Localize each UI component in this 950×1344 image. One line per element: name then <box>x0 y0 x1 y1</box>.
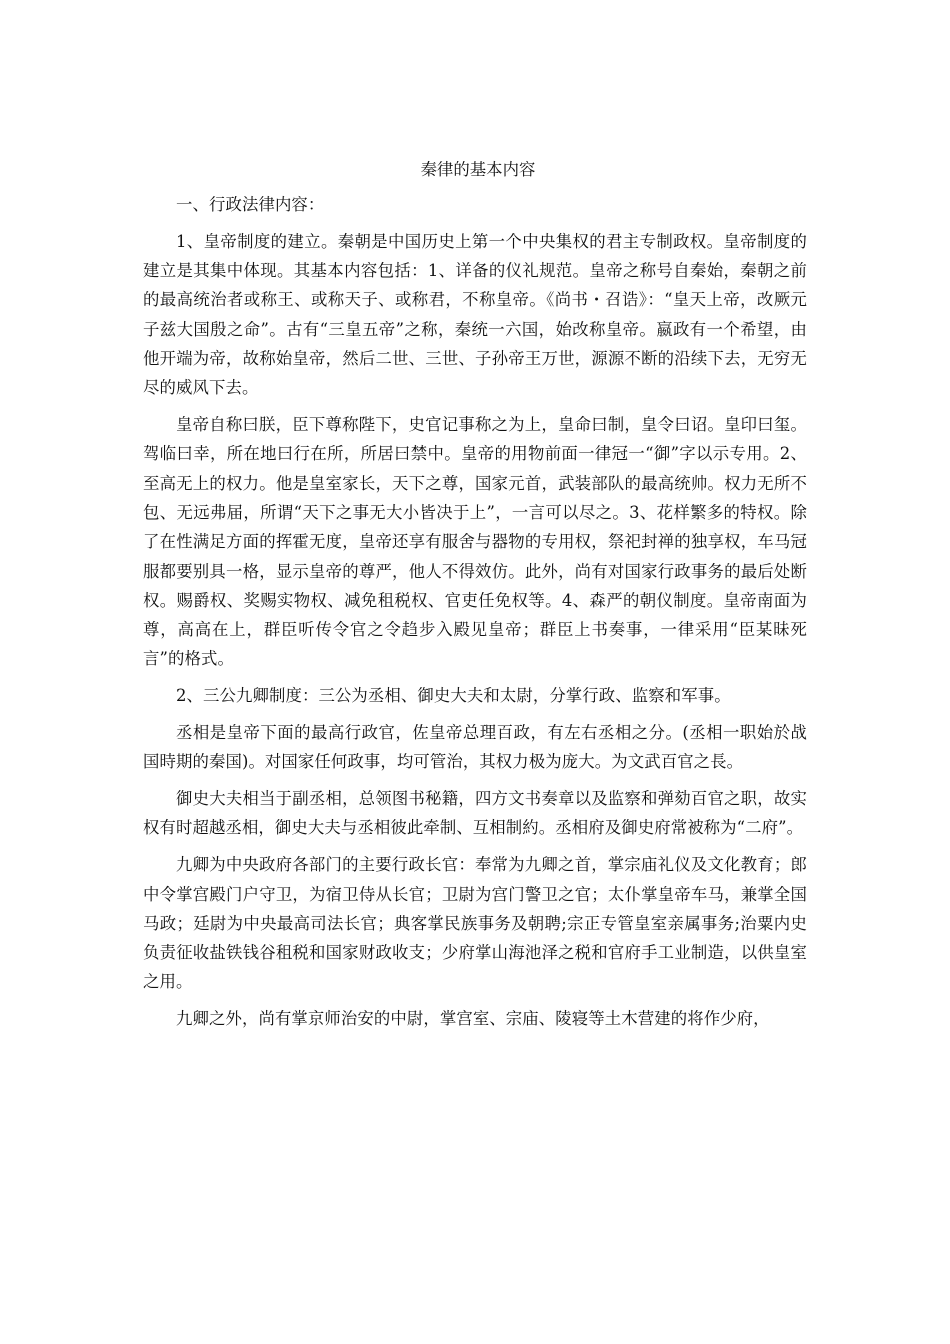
paragraph-nine-ministers: 九卿为中央政府各部门的主要行政长官：奉常为九卿之首，掌宗庙礼仪及文化教育；郎中令掌宫殿门户守卫，为宿卫侍从长官；卫尉为宫门警卫之官；太仆掌皇帝车马，兼掌全国马政；廷尉为中央最高司法长官；典客掌民族事务及朝聘;宗正专管皇室亲属事务;治粟内史负责征收盐铁钱谷租税和国家财政收支；少府掌山海池泽之税和官府手工业制造，以供皇室之用。 <box>143 855 807 992</box>
document-body <box>143 155 807 1041</box>
section-heading-administrative-law: 一、行政法律内容： <box>176 195 325 214</box>
paragraph-other-officials: 九卿之外，尚有掌京师治安的中尉，掌宫室、宗庙、陵寝等土木营建的将作少府， <box>176 1009 770 1029</box>
paragraph-three-lords-nine-ministers: 2、三公九卿制度：三公为丞相、御史大夫和太尉，分掌行政、监察和军事。 <box>176 686 731 706</box>
paragraph-imperial-secretary: 御史大夫相当于副丞相，总领图书秘籍，四方文书奏章以及监察和弹劾百官之职，故实权有时超越丞相，御史大夫与丞相彼此牵制、互相制約。丞相府及御史府常被称为“二府”。 <box>143 789 807 838</box>
document-title: 秦律的基本内容 <box>420 160 536 179</box>
paragraph-emperor-titles-and-powers: 皇帝自称曰朕，臣下尊称陛下，史官记事称之为上，皇命曰制，皇令曰诏。皇印曰玺。驾临曰幸，所在地曰行在所，所居曰禁中。皇帝的用物前面一律冠一“御”字以示专用。2、至高无上的权力。他是皇室家长，天下之尊，国家元首，武装部队的最高统帅。权力无所不包、无远弗届，所谓“天下之事无大小皆决于上”，一言可以尽之。3、花样繁多的特权。除了在性满足方面的挥霍无度，皇帝还享有服舍与器物的专用权，祭祀封禅的独享权，车马冠服都要别具一格，显示皇帝的尊严，他人不得效仿。此外，尚有对国家行政事务的最后处断权。赐爵权、奖赐实物权、减免租税权、官吏任免权等。4、森严的朝仪制度。皇帝南面为尊，高高在上，群臣听传令官之令趋步入殿见皇帝；群臣上书奏事，一律采用“臣某昧死言”的格式。 <box>143 415 807 669</box>
paragraph-chancellor: 丞相是皇帝下面的最高行政官，佐皇帝总理百政，有左右丞相之分。(丞相一职始於战国時期的秦国)。对国家任何政事，均可管治，其权力极为庞大。为文武百官之長。 <box>143 723 807 772</box>
paragraph-emperor-system: 1、皇帝制度的建立。秦朝是中国历史上第一个中央集权的君主专制政权。皇帝制度的建立是其集中体现。其基本内容包括：1、详备的仪礼规范。皇帝之称号自秦始，秦朝之前的最高统治者或称王、或称天子、或称君，不称皇帝。《尚书・召诰》：“皇天上帝，改厥元子兹大国殷之命”。古有“三皇五帝”之称，秦统一六国，始改称皇帝。嬴政有一个希望，由他开端为帝，故称始皇帝，然后二世、三世、子孙帝王万世，源源不断的沿续下去，无穷无尽的威风下去。 <box>143 231 807 398</box>
